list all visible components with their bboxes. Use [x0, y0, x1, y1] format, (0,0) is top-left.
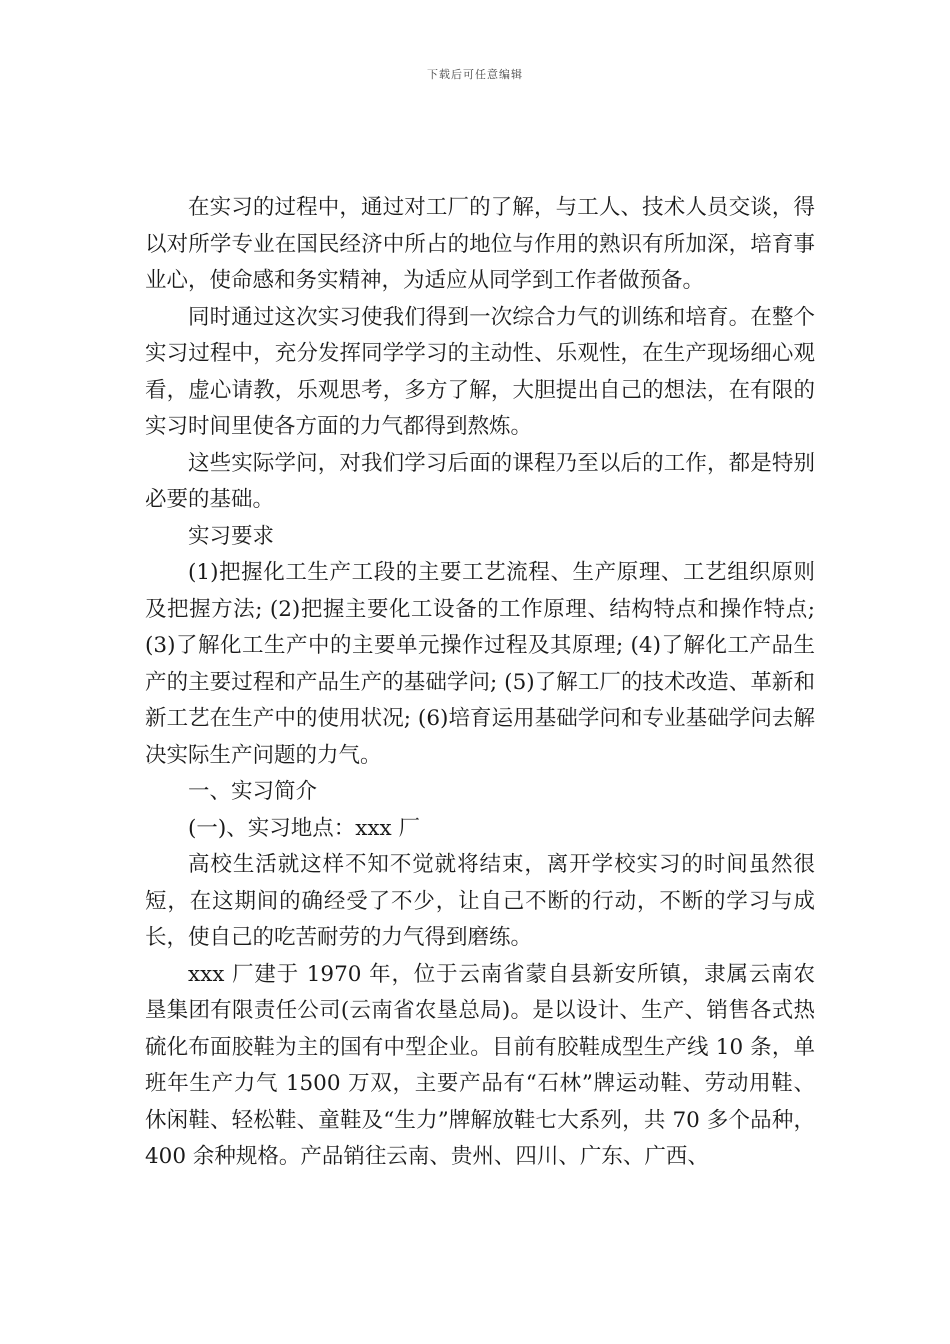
paragraph-practical-knowledge: 这些实际学问，对我们学习后面的课程乃至以后的工作，都是特别必要的基础。: [145, 450, 815, 512]
paragraph-college-life: 高校生活就这样不知不觉就将结束，离开学校实习的时间虽然很短，在这期间的确经受了不少，让自己不断的行动，不断的学习与成长，使自己的吃苦耐劳的力气得到磨练。: [145, 852, 815, 950]
paragraph-comprehensive-training: 同时通过这次实习使我们得到一次综合力气的训练和培育。在整个实习过程中，充分发挥同学学习的主动性、乐观性，在生产现场细心观看，虚心请教，乐观思考，多方了解，大胆提出自己的想法，在有限的实习时间里使各方面的力气都得到熬炼。: [145, 304, 815, 439]
paragraph-requirements-list: (1)把握化工生产工段的主要工艺流程、生产原理、工艺组织原则及把握方法; (2)把握主要化工设备的工作原理、结构特点和操作特点; (3)了解化工生产中的主要单元操作过程及其原理; (4)了解化工产品生产的主要过程和产品生产的基础学问; (5)了解工厂的技术改造、革新和新工艺在生产中的使用状况; (6)培育运用基础学问和专业基础学问去解决实际生产问题的力气。: [145, 560, 815, 768]
page-header: 下载后可任意编辑: [427, 68, 523, 81]
document-body: [145, 190, 815, 1176]
heading-internship-requirements: 实习要求: [188, 523, 275, 549]
heading-internship-intro: 一、实习简介: [188, 779, 318, 804]
paragraph-factory-intro: xxx 厂建于 1970 年，位于云南省蒙自县新安所镇，隶属云南农垦集团有限责任公司(云南省农垦总局)。是以设计、生产、销售各式热硫化布面胶鞋为主的国有中型企业。目前有胶鞋成型生产线 10 条，单班年生产力气 1500 万双，主要产品有“石林”牌运动鞋、劳动用鞋、休闲鞋、轻松鞋、童鞋及“生力”牌解放鞋七大系列，共 70 多个品种，400 余种规格。产品销往云南、贵州、四川、广东、广西、: [145, 961, 815, 1169]
paragraph-internship-process: 在实习的过程中，通过对工厂的了解，与工人、技术人员交谈，得以对所学专业在国民经济中所占的地位与作用的熟识有所加深，培育事业心，使命感和务实精神，为适应从同学到工作者做预备。: [145, 195, 815, 293]
heading-internship-location: (一)、实习地点：xxx 厂: [188, 815, 420, 841]
